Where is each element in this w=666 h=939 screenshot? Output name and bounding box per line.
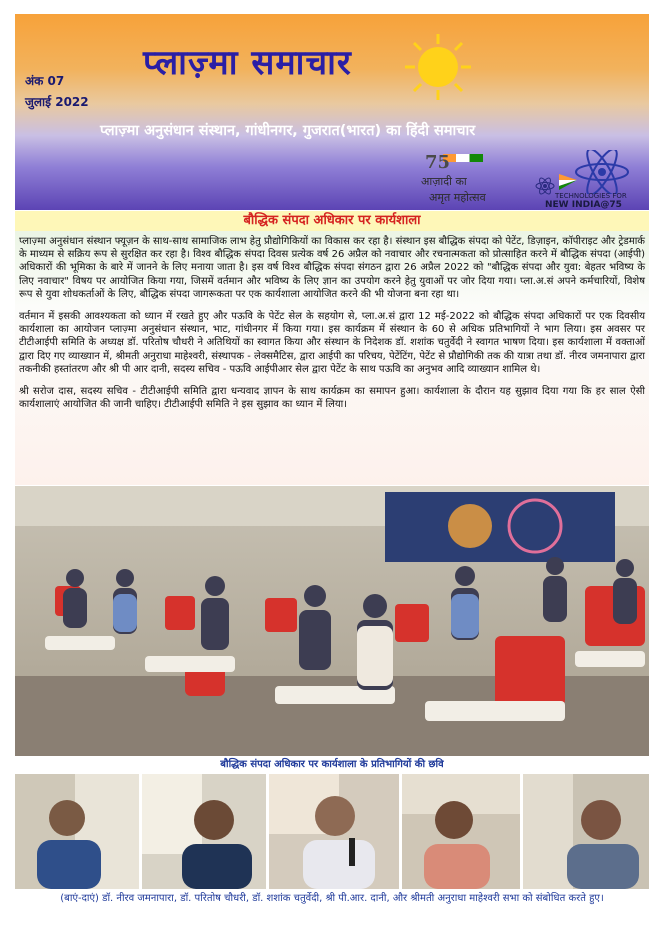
- speaker-photo-5: [523, 774, 649, 889]
- azadi-ka-amrit-mahotsav-logo: [413, 152, 511, 208]
- newsletter-page: [15, 14, 649, 926]
- issue-month: जुलाई 2022: [25, 95, 89, 109]
- article-section: [15, 211, 649, 485]
- main-photo-caption: बौद्धिक संपदा अधिकार पर कार्यशाला के प्रतिभागियों की छवि: [220, 759, 444, 770]
- article-body: [19, 235, 645, 420]
- issue-number: अंक 07: [25, 74, 65, 88]
- tech-logo-line2: NEW INDIA@75: [545, 200, 622, 210]
- article-paragraph-3: श्री सरोज दास, सदस्य सचिव - टीटीआईपी समिति द्वारा धन्यवाद ज्ञापन के साथ कार्यक्रम का समापन हुआ। कार्यशाला के दौरान यह सुझाव दिया गया कि हर साल ऐसी कार्यशालाएं आयोजित की जानी चाहिए। टीटीआईपी समिति ने इस सुझाव का ध्यान में लिया।: [19, 386, 645, 411]
- technology-atom-icon: [573, 150, 631, 194]
- speaker-photo-4: [402, 774, 520, 889]
- speakers-caption: (बाएं-दाएं) डॉ. नीरव जमनापारा, डॉ. परितोष चौधरी, डॉ. शशांक चतुर्वेदी, श्री पी.आर. दानी, और श्रीमती अनुराधा माहेश्वरी सभा को संबोधित करते हुए।: [60, 893, 604, 904]
- speakers-photo-strip: [15, 774, 649, 889]
- article-paragraph-1: प्लाज़्मा अनुसंधान संस्थान फ्यूज़न के साथ-साथ सामाजिक लाभ हेतु प्रौद्योगिकियों का विकास कर रहा है। संस्थान इस बौद्धिक संपदा को पेटेंट, डिज़ाइन, कॉपीराइट और ट्रेडमार्क के माध्यम से सक्रिय रूप से सुरक्षित कर रहा है। विश्व बौद्धिक संपदा दिवस प्रत्येक वर्ष 26 अप्रैल को नवाचार और रचनात्मकता को प्रोत्साहित करने में बौद्धिक संपदा (आईपी) अधिकारों की भूमिका के बारे में जानने के लिए मनाया जाता है। इस वर्ष विश्व बौद्धिक संपदा संगठन द्वारा 26 अप्रैल 2022 को "बौद्धिक संपदा और युवा: बेहतर भविष्य के लिए नवाचार" विषय पर आयोजित किया गया, जिसमें वर्तमान और भविष्य के लिए ज्ञान का उपयोग करने हेतु युवाओं पर जोर दिया गया। प्ला.अ.सं अपने कर्मचारियों, विशेष रूप से युवा शोधकर्ताओं के लिए, बौद्धिक संपदा जागरूकता पर एक कार्यशाला आयोजित करने की भी योजना बना रहा था।: [19, 236, 645, 300]
- masthead: [15, 14, 649, 210]
- speaker-photo-2: [142, 774, 266, 889]
- logo-75-line1: आज़ादी का: [421, 175, 467, 188]
- logo-75-line2: अमृत महोत्सव: [429, 191, 486, 204]
- article-heading: बौद्धिक संपदा अधिकार पर कार्यशाला: [15, 211, 649, 231]
- newsletter-title: प्लाज़्मा समाचार: [143, 43, 352, 83]
- logo-75-number: 75: [425, 152, 451, 173]
- speaker-photo-1: [15, 774, 139, 889]
- newsletter-subtitle: प्लाज़्मा अनुसंधान संस्थान, गांधीनगर, गुजरात(भारत) का हिंदी समाचार: [100, 123, 476, 139]
- article-paragraph-2: वर्तमान में इसकी आवश्यकता को ध्यान में रखते हुए और पऊवि के पेटेंट सेल के सहयोग से, प्ला.अ.सं द्वारा 12 मई-2022 को बौद्धिक संपदा अधिकारों पर एक दिवसीय कार्यशाला का आयोजन प्लाज़्मा अनुसंधान संस्थान, भाट, गांधीनगर में किया गया। इस कार्यक्रम में संस्थान के 60 से अधिक प्रतिभागियों ने भाग लिया। इस अवसर पर टीटीआईपी समिति के अध्यक्ष डॉ. परितोष चौधरी ने अतिथियों का स्वागत किया और संस्थान के निदेशक डॉ. शशांक चतुर्वेदी ने स्वागत भाषण दिया। इस कार्यशाला में वक्ताओं द्वारा दिए गए व्याख्यान में, श्रीमती अनुराधा माहेश्वरी, संस्थापक - लेक्समैटिस, द्वारा आईपी का परिचय, पेटेंटिंग, पेटेंट से प्रौद्योगिकी तक की यात्रा तथा डॉ. नीरव जमनापारा द्वारा तकनीकी हस्तांतरण और श्री पी आर दानी, सदस्य सचिव - पऊवि आईपीआर सेल द्वारा पेटेंट के साथ पऊवि का अनुभव आदि व्याख्यान शामिल थे।: [19, 311, 645, 375]
- workshop-participants-photo: [15, 486, 649, 756]
- tech-logo-line1: TECHNOLOGIES FOR: [555, 192, 627, 200]
- atom-icon: [535, 176, 555, 196]
- sun-icon: [403, 32, 473, 102]
- speaker-photo-3: [269, 774, 399, 889]
